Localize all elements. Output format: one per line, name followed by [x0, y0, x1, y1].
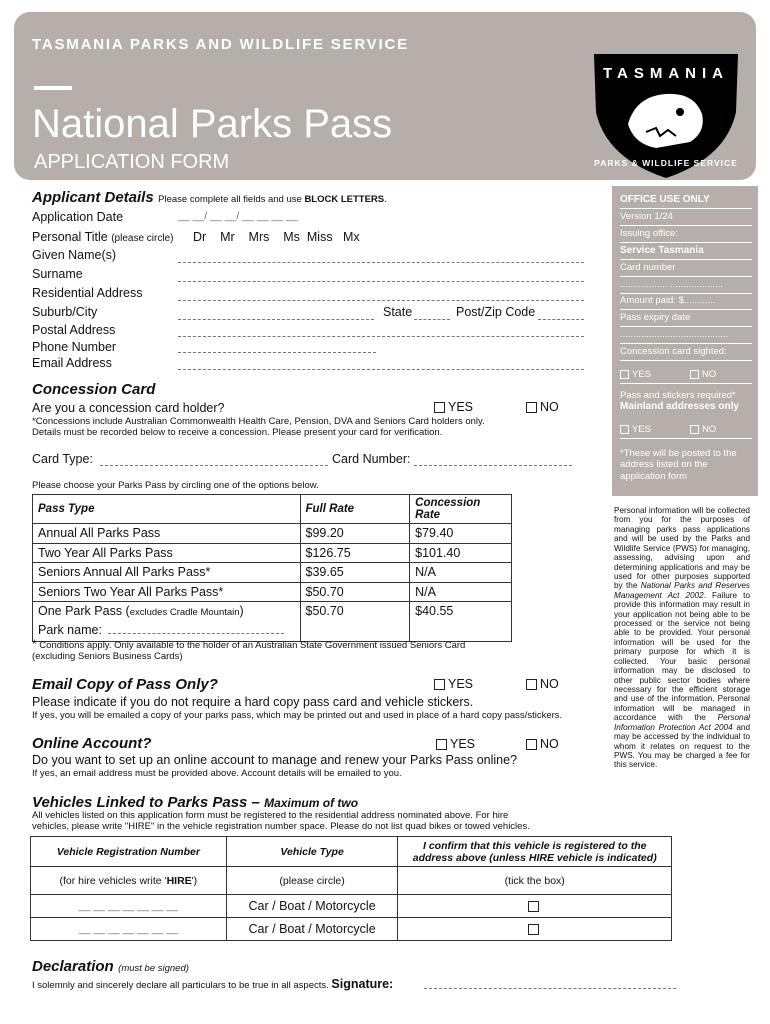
pass-type-header: Pass Type [33, 495, 301, 524]
residential-address-label: Residential Address [32, 286, 143, 300]
full-rate: $50.70 [300, 602, 410, 642]
vehicles-note-1: All vehicles listed on this application form must be registered to the residential address nominated above. For hire [32, 810, 509, 821]
online-account-question: Do you want to set up an online account to manage and renew your Parks Pass online? [32, 753, 518, 767]
confirm-checkbox[interactable] [398, 895, 672, 918]
card-type-label: Card Type: [32, 452, 93, 466]
email-label: Email Address [32, 356, 112, 370]
office-concession-options: YES NO [620, 369, 752, 384]
email-copy-heading: Email Copy of Pass Only? [32, 676, 218, 693]
suburb-label: Suburb/City [32, 305, 98, 319]
concession-rate: $79.40 [410, 524, 512, 544]
vehicles-table [30, 836, 672, 941]
phone-field[interactable] [178, 352, 376, 353]
online-account-note: If yes, an email address must be provided above. Account details will be emailed to you. [32, 768, 402, 779]
vehicles-table-subheader [31, 867, 672, 895]
full-rate: $50.70 [300, 582, 410, 602]
residential-address-field[interactable] [178, 300, 584, 301]
vehicle-type-header: Vehicle Type [226, 837, 398, 867]
vehicles-heading: Vehicles Linked to Parks Pass – Maximum of two [32, 794, 359, 811]
pass-row-seniors-two-year[interactable] [33, 582, 512, 602]
pass-table-header [33, 495, 512, 524]
concession-question: Are you a concession card holder? [32, 401, 225, 415]
checkbox-icon [526, 739, 537, 750]
applicant-section-heading: Applicant Details Please complete all fields and use BLOCK LETTERS. [32, 189, 387, 206]
vehicle-type-options[interactable]: Car / Boat / Motorcycle [226, 918, 398, 941]
office-use-title: OFFICE USE ONLY [620, 194, 752, 209]
seniors-footnote-2: (excluding Seniors Business Cards) [32, 651, 183, 662]
card-number-field[interactable] [414, 465, 572, 466]
email-copy-yes-option[interactable]: YES [434, 677, 473, 691]
privacy-statement: Personal information will be collected from you for the purposes of managing parks pass applications and will be used by the Parks and Wildlife Service (PWS) for managing, assessing, advising upon and determining applications and may be used for other purposes supported by the National Parks and Reserves Management Act 2002. Failure to provide this information may result in your application not being able to be processed or the service not being able to be provided. Your personal information will be used for the primary purpose for which it is collected. Your basic personal information may be disclosed to other public sector bodies where necessary for the efficient storage and use of the information. Personal information will be managed in accordance with the Personal Information Protection Act 2004 and may be accessed by the individual to whom it relates on request to the PWS. You may be charged a fee for this service. [614, 506, 750, 770]
checkbox-icon [620, 425, 629, 434]
full-rate: $39.65 [300, 563, 410, 583]
pass-type: Annual All Parks Pass [33, 524, 301, 544]
office-dots: .................. .................... [620, 279, 752, 294]
seniors-footnote: * Conditions apply. Only available to the holder of an Australian State Government issued Seniors Card [32, 637, 466, 651]
vehicles-table-header [31, 837, 672, 867]
logo-bottom-text: PARKS & WILDLIFE SERVICE [594, 158, 738, 168]
office-posted-note: *These will be posted to the address listed on the application form [620, 448, 737, 482]
email-copy-question: Please indicate if you do not require a hard copy pass card and vehicle stickers. [32, 695, 474, 709]
email-copy-no-option[interactable]: NO [526, 677, 559, 691]
office-service: Service Tasmania [620, 245, 752, 260]
office-stickers: Pass and stickers required* Mainland addresses only [620, 390, 739, 412]
registration-field[interactable]: __ __ __ __ __ __ __ [31, 895, 227, 918]
office-amount: Amount paid: $............ [620, 295, 752, 310]
page-title: National Parks Pass [32, 102, 393, 146]
surname-field[interactable] [178, 281, 584, 282]
concession-heading: Concession Card [32, 381, 156, 398]
concession-note-2: Details must be recorded below to receive a concession. Please present your card for verification. [32, 427, 443, 438]
application-date-field[interactable]: __ __/ __ __/ __ __ __ __ [178, 210, 298, 222]
vehicle-type-subheader: (please circle) [226, 867, 398, 895]
checkbox-icon [436, 739, 447, 750]
checkbox-icon [690, 425, 699, 434]
online-account-yes-option[interactable]: YES [436, 737, 475, 751]
concession-rate: N/A [410, 563, 512, 583]
office-expiry: Pass expiry date [620, 312, 752, 327]
header-banner [14, 12, 756, 180]
vehicle-row [31, 918, 672, 941]
checkbox-icon [434, 679, 445, 690]
vehicle-row [31, 895, 672, 918]
confirm-checkbox[interactable] [398, 918, 672, 941]
pass-type: One Park Pass (excludes Cradle Mountain) Park name: [33, 602, 301, 642]
page-subtitle: APPLICATION FORM [34, 151, 230, 173]
vehicles-note-2: vehicles, please write "HIRE" in the vehicle registration number space. Please do not list quad bikes or towed vehicles. [32, 821, 530, 832]
concession-rate: N/A [410, 582, 512, 602]
given-names-field[interactable] [178, 262, 584, 263]
phone-label: Phone Number [32, 340, 117, 354]
concession-rate: $101.40 [410, 543, 512, 563]
office-version: Version 1/24 [620, 211, 752, 226]
office-card-number: Card number [620, 262, 752, 277]
pass-type: Two Year All Parks Pass [33, 543, 301, 563]
postal-address-label: Postal Address [32, 323, 116, 337]
registration-header: Vehicle Registration Number [31, 837, 227, 867]
confirm-header: I confirm that this vehicle is registered to the address above (unless HIRE vehicle is indicated) [398, 837, 672, 867]
pass-type: Seniors Annual All Parks Pass* [33, 563, 301, 583]
concession-no-option[interactable]: NO [526, 400, 559, 414]
vehicle-type-options[interactable]: Car / Boat / Motorcycle [226, 895, 398, 918]
title-dash [34, 86, 72, 90]
office-stickers-options: YES NO [620, 424, 752, 439]
logo-top-text: TASMANIA [602, 65, 730, 82]
online-account-no-option[interactable]: NO [526, 737, 559, 751]
state-field[interactable] [414, 319, 450, 320]
full-rate-header: Full Rate [300, 495, 410, 524]
checkbox-icon [434, 402, 445, 413]
checkbox-icon [528, 901, 539, 912]
full-rate: $99.20 [300, 524, 410, 544]
pass-row-annual[interactable] [33, 524, 512, 544]
office-concession-sighted: Concession card sighted: [620, 346, 752, 361]
declaration-heading: Declaration (must be signed) [32, 958, 189, 975]
concession-note-1: *Concessions include Australian Commonwealth Health Care, Pension, DVA and Seniors Card holders only. [32, 416, 485, 427]
concession-rate-header: Concession Rate [410, 495, 512, 524]
signature-field[interactable] [424, 988, 676, 989]
checkbox-icon [620, 370, 629, 379]
pass-instruction: Please choose your Parks Pass by circling one of the options below. [32, 480, 319, 491]
concession-rate: $40.55 [410, 602, 512, 642]
park-name-row[interactable]: Park name: [38, 623, 295, 637]
office-dots-2: ......................................... [620, 329, 752, 344]
state-label: State [383, 305, 413, 319]
organisation-name: TASMANIA PARKS AND WILDLIFE SERVICE [32, 36, 409, 53]
concession-yes-option[interactable]: YES [434, 400, 473, 414]
given-names-label: Given Name(s) [32, 248, 117, 262]
postal-address-field[interactable] [178, 336, 584, 337]
application-date-label: Application Date [32, 210, 124, 224]
full-rate: $126.75 [300, 543, 410, 563]
personal-title-options[interactable]: Dr Mr Mrs Ms Miss Mx [193, 230, 360, 244]
checkbox-icon [690, 370, 699, 379]
checkbox-icon [526, 402, 537, 413]
pass-row-one-park[interactable] [33, 602, 512, 642]
office-issuing: Issuing office: [620, 228, 752, 243]
office-use-panel [612, 186, 758, 496]
registration-subheader: (for hire vehicles write 'HIRE') [31, 867, 227, 895]
email-copy-note: If yes, you will be emailed a copy of your parks pass, which may be printed out and used in place of a hard copy pass/stickers. [32, 710, 563, 721]
pass-row-seniors-annual[interactable] [33, 563, 512, 583]
pass-row-two-year[interactable] [33, 543, 512, 563]
online-account-heading: Online Account? [32, 735, 152, 752]
postcode-label: Post/Zip Code [456, 305, 536, 319]
checkbox-icon [528, 924, 539, 935]
confirm-subheader: (tick the box) [398, 867, 672, 895]
registration-field[interactable]: __ __ __ __ __ __ __ [31, 918, 227, 941]
card-number-label: Card Number: [332, 452, 411, 466]
tasmania-pws-logo [586, 32, 746, 180]
email-field[interactable] [178, 369, 584, 370]
card-type-field[interactable] [100, 465, 328, 466]
declaration-text: I solemnly and sincerely declare all particulars to be true in all aspects. Signature: [32, 977, 394, 991]
personal-title-label: Personal Title (please circle) [32, 230, 174, 244]
surname-label: Surname [32, 267, 83, 281]
suburb-field[interactable] [178, 319, 374, 320]
pass-type: Seniors Two Year All Parks Pass* [33, 582, 301, 602]
pass-options-table [32, 494, 512, 642]
postcode-field[interactable] [538, 319, 584, 320]
checkbox-icon [526, 679, 537, 690]
